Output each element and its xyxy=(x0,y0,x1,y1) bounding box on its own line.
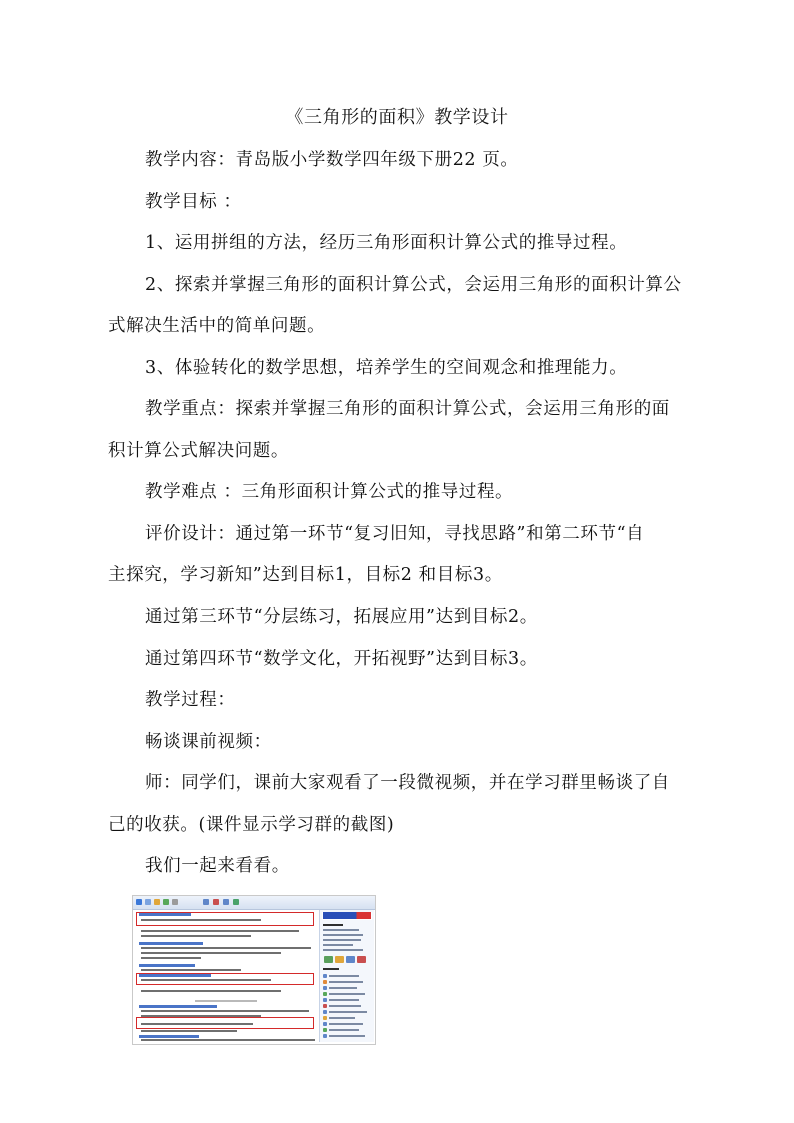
chat-message-area xyxy=(135,911,317,1042)
objective-1: 1、运用拼组的方法，经历三角形面积计算公式的推导过程。 xyxy=(145,233,628,253)
message-text xyxy=(141,952,281,954)
sidebar-text xyxy=(323,934,363,936)
member-icon xyxy=(323,986,327,990)
toolbar-icon xyxy=(203,899,209,905)
member-name xyxy=(329,975,359,977)
toolbar-icon xyxy=(163,899,169,905)
highlight-box xyxy=(136,973,314,985)
member-name xyxy=(329,999,359,1001)
objective-2-line1: 2、探索并掌握三角形的面积计算公式，会运用三角形的面积计算公 xyxy=(145,275,682,295)
toolbar-icon xyxy=(223,899,229,905)
member-name xyxy=(329,1017,355,1019)
share-icon xyxy=(324,956,333,963)
member-icon xyxy=(323,1034,327,1038)
toolbar-icon xyxy=(145,899,151,905)
key-point-line1: 教学重点：探索并掌握三角形的面积计算公式，会运用三角形的面 xyxy=(145,399,670,419)
sidebar-text xyxy=(323,929,359,931)
message-sender xyxy=(139,1035,199,1038)
message-text xyxy=(141,1030,237,1032)
objective-3: 3、体验转化的数学思想，培养学生的空间观念和推理能力。 xyxy=(145,358,628,378)
teacher-line2: 己的收获。(课件显示学习群的截图) xyxy=(108,815,395,835)
member-name xyxy=(329,1023,363,1025)
section-heading: 畅谈课前视频： xyxy=(145,732,272,752)
file-icon xyxy=(346,956,355,963)
toolbar-icon xyxy=(213,899,219,905)
chat-group-screenshot xyxy=(132,895,376,1045)
highlight-box xyxy=(136,1017,314,1029)
message-sender xyxy=(139,942,203,945)
member-icon xyxy=(323,974,327,978)
objectives-heading: 教学目标 ： xyxy=(145,192,242,212)
chat-divider xyxy=(195,1000,257,1002)
evaluation-line4: 通过第四环节“数学文化，开拓视野”达到目标3。 xyxy=(145,649,538,669)
evaluation-line3: 通过第三环节“分层练习，拓展应用”达到目标2。 xyxy=(145,607,538,627)
member-name xyxy=(329,1011,367,1013)
objective-2-line2: 式解决生活中的简单问题。 xyxy=(108,316,326,336)
closing-line: 我们一起来看看。 xyxy=(145,856,290,876)
member-icon xyxy=(323,1016,327,1020)
member-name xyxy=(329,1035,365,1037)
message-text xyxy=(141,947,311,949)
message-text xyxy=(141,957,201,959)
message-sender xyxy=(139,1005,217,1008)
group-sidebar xyxy=(319,910,374,1042)
toolbar-icon xyxy=(172,899,178,905)
member-icon xyxy=(323,1010,327,1014)
member-name xyxy=(329,1029,359,1031)
member-icon xyxy=(323,992,327,996)
member-icon xyxy=(323,1004,327,1008)
sidebar-text xyxy=(323,968,339,970)
message-text xyxy=(141,930,299,932)
member-icon xyxy=(323,1022,327,1026)
member-icon xyxy=(323,1028,327,1032)
document-title: 《三角形的面积》教学设计 xyxy=(285,107,509,128)
member-icon xyxy=(323,980,327,984)
evaluation-line2: 主探究，学习新知”达到目标1，目标2 和目标3。 xyxy=(108,565,503,585)
group-banner xyxy=(322,912,372,920)
app-icon xyxy=(136,899,142,905)
message-text xyxy=(141,1039,315,1041)
sidebar-text xyxy=(323,924,343,926)
toolbar-icon xyxy=(233,899,239,905)
difficulty: 教学难点 ：三角形面积计算公式的推导过程。 xyxy=(145,482,514,502)
settings-icon xyxy=(357,956,366,963)
message-text xyxy=(141,1010,309,1012)
evaluation-line1: 评价设计：通过第一环节“复习旧知，寻找思路”和第二环节“自 xyxy=(145,524,645,544)
sidebar-text xyxy=(323,944,353,946)
message-text xyxy=(141,969,241,971)
teacher-line1: 师：同学们，课前大家观看了一段微视频，并在学习群里畅谈了自 xyxy=(145,773,670,793)
album-icon xyxy=(335,956,344,963)
process-heading: 教学过程： xyxy=(145,690,236,710)
message-text xyxy=(141,935,251,937)
teaching-content: 教学内容：青岛版小学数学四年级下册22 页。 xyxy=(145,150,519,170)
member-icon xyxy=(323,998,327,1002)
sidebar-text xyxy=(323,949,363,951)
toolbar-icon xyxy=(154,899,160,905)
member-name xyxy=(329,993,365,995)
key-point-line2: 积计算公式解决问题。 xyxy=(108,441,289,461)
screenshot-toolbar xyxy=(133,896,375,910)
message-text xyxy=(141,990,281,992)
member-name xyxy=(329,981,363,983)
member-name xyxy=(329,1005,361,1007)
sidebar-text xyxy=(323,939,361,941)
member-name xyxy=(329,987,357,989)
highlight-box xyxy=(136,912,314,926)
message-sender xyxy=(139,964,195,967)
